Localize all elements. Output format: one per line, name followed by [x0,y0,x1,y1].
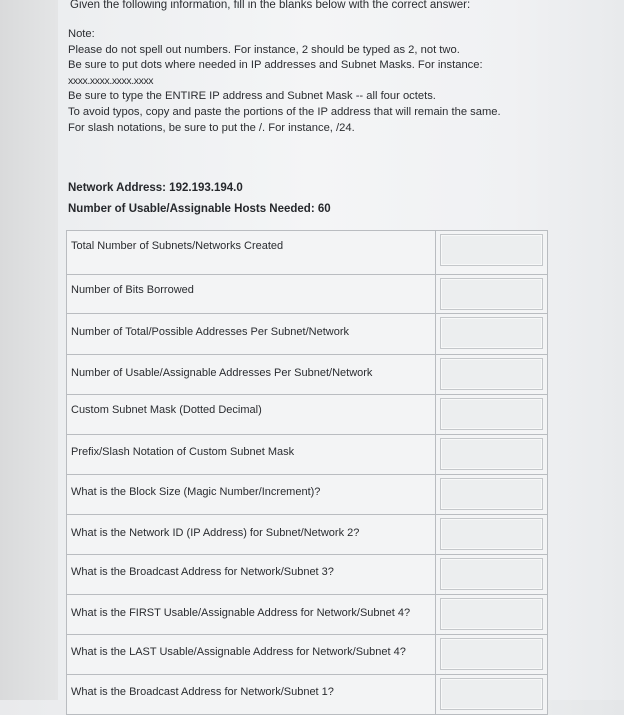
table-row [67,635,548,675]
question-label: Custom Subnet Mask (Dotted Decimal) [67,395,436,435]
answer-input[interactable] [440,518,543,550]
answer-input[interactable] [440,234,543,266]
table-row [67,231,548,275]
question-label: What is the Broadcast Address for Network/Subnet 1? [67,675,436,715]
table-row [67,314,548,355]
answer-input[interactable] [440,478,543,510]
table-row [67,355,548,395]
answer-input[interactable] [440,438,543,470]
table-row [67,275,548,314]
note-line: For slash notations, be sure to put the /. For instance, /24. [68,121,355,134]
answer-input[interactable] [440,558,543,590]
question-label: Number of Usable/Assignable Addresses Per Subnet/Network [67,355,436,395]
background-edge [0,0,58,700]
given-info [68,178,331,220]
note-line: To avoid typos, copy and paste the portions of the IP address that will remain the same. [68,105,501,118]
instructions-heading: Given the following information, fill in the blanks below with the correct answer: [70,0,471,11]
answer-input[interactable] [440,358,543,390]
table-row [67,435,548,475]
question-label: What is the Broadcast Address for Network/Subnet 3? [67,555,436,595]
note-line: Please do not spell out numbers. For instance, 2 should be typed as 2, not two. [68,43,460,56]
question-label: What is the Network ID (IP Address) for Subnet/Network 2? [67,515,436,555]
answer-table [66,230,548,715]
answer-input[interactable] [440,678,543,710]
question-label: What is the FIRST Usable/Assignable Address for Network/Subnet 4? [67,595,436,635]
question-label: Number of Bits Borrowed [67,275,436,314]
answer-input[interactable] [440,398,543,430]
note-line: Be sure to type the ENTIRE IP address and Subnet Mask -- all four octets. [68,90,436,103]
table-row [67,595,548,635]
question-label: What is the LAST Usable/Assignable Address for Network/Subnet 4? [67,635,436,675]
note-label: Note: [68,28,95,40]
answer-input[interactable] [440,638,543,670]
table-row [67,475,548,515]
answer-input[interactable] [440,598,543,630]
note-line: Be sure to put dots where needed in IP addresses and Subnet Masks. For instance: [68,59,483,72]
question-label: Prefix/Slash Notation of Custom Subnet Mask [67,435,436,475]
answer-input[interactable] [440,317,543,349]
note-line-example: xxxx.xxxx.xxxx.xxxx [68,74,154,87]
table-row [67,515,548,555]
hosts-needed: Number of Usable/Assignable Hosts Needed: 60 [68,203,331,215]
table-row [67,395,548,435]
table-row [67,675,548,715]
question-label: What is the Block Size (Magic Number/Increment)? [67,475,436,515]
table-row [67,555,548,595]
question-label: Total Number of Subnets/Networks Created [67,231,436,275]
note-block [68,27,568,136]
question-label: Number of Total/Possible Addresses Per Subnet/Network [67,314,436,355]
network-address: Network Address: 192.193.194.0 [68,182,243,194]
answer-input[interactable] [440,278,543,310]
